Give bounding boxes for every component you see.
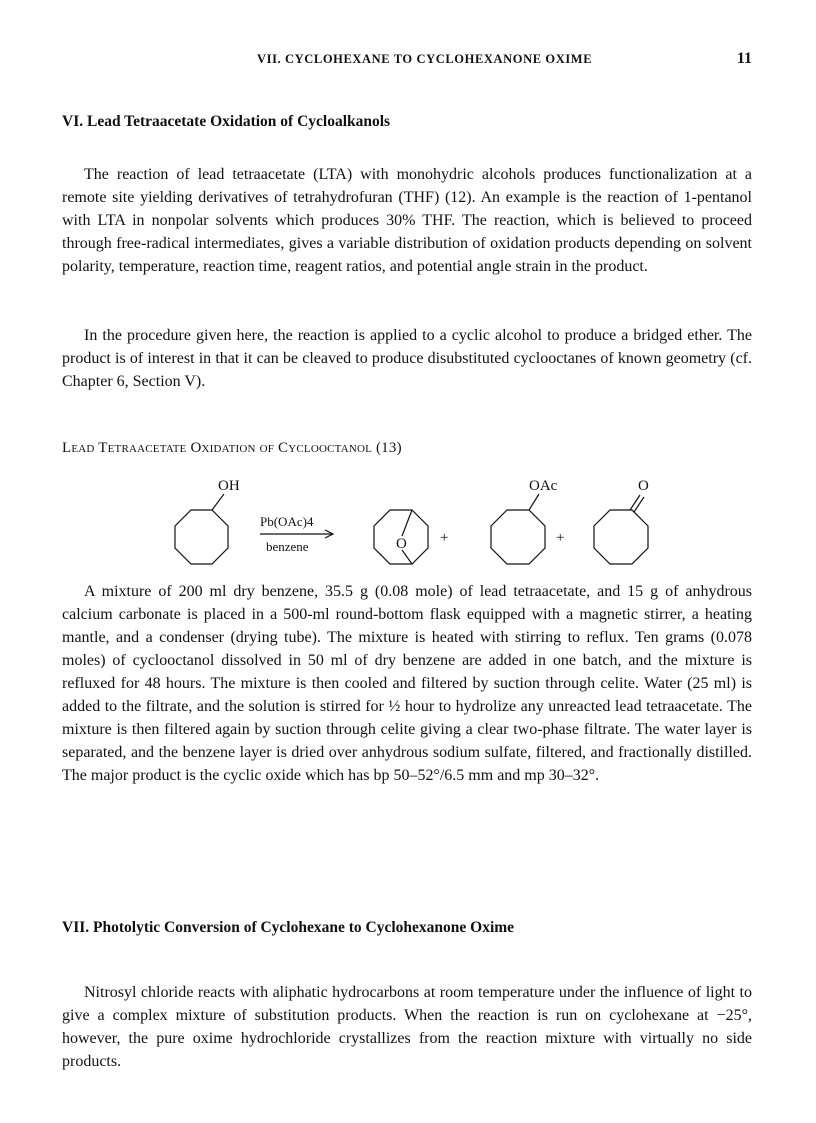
plus-sign-1: + (440, 530, 449, 546)
running-title: VII. CYCLOHEXANE TO CYCLOHEXANONE OXIME (257, 52, 593, 66)
solvent-label: benzene (266, 539, 309, 554)
oac-bond (529, 494, 539, 510)
paragraph-procedure: A mixture of 200 ml dry benzene, 35.5 g (0.08 mole) of lead tetraacetate, and 15 g of anhydrous calcium carbonate is placed in a 500-ml round-bottom flask equipped with a magnetic stirrer, a heating mantle, and a condenser (drying tube). The mixture is heated with stirring to reflux. Ten grams (0.078 moles) of cyclooctanol dissolved in 50 ml of dry benzene are added in one batch, and the mixture is refluxed for 48 hours. The mixture is then cooled and filtered by suction through celite. Water (25 ml) is added to the filtrate, and the solution is stirred for ½ hour to hydrolize any unreacted lead tetraacetate. The mixture is then filtered again by suction through celite giving a clear two-phase filtrate. The water layer is separated, and the benzene layer is dried over anhydrous sodium sulfate, filtered, and fractionally distilled. The major product is the cyclic oxide which has bp 50–52°/6.5 mm and mp 30–32°. (62, 583, 752, 784)
bridge-oxygen-label: O (396, 536, 407, 552)
running-head (62, 52, 752, 72)
cyclooctanone-ring (594, 510, 648, 564)
ketone-oxygen-label: O (638, 478, 649, 494)
cyclooctanol-ring (175, 510, 228, 564)
reaction-scheme (62, 470, 752, 585)
reagent-label: Pb(OAc)4 (260, 514, 314, 529)
paragraph-procedure-intro: In the procedure given here, the reaction is applied to a cyclic alcohol to produce a bridged ether. The product is of interest in that it can be cleaved to produce disubstituted cyclooctanes of known geometry (cf. Chapter 6, Section V). (62, 327, 752, 390)
cyclooctyl-acetate-ring (491, 510, 545, 564)
oac-label: OAc (529, 478, 558, 494)
oh-label: OH (218, 478, 240, 494)
procedure-title: Lead Tetraacetate Oxidation of Cyclooctanol (13) (62, 440, 402, 456)
paragraph-nitrosyl-chloride: Nitrosyl chloride reacts with aliphatic hydrocarbons at room temperature under the influence of light to give a complex mixture of substitution products. When the reaction is run on cyclohexane at −25°, however, the pure oxime hydrochloride crystallizes from the reaction mixture with virtually no side products. (62, 984, 752, 1070)
plus-sign-2: + (556, 530, 565, 546)
section-heading-vi: VI. Lead Tetraacetate Oxidation of Cycloalkanols (62, 113, 391, 130)
section-heading-vii: VII. Photolytic Conversion of Cyclohexane to Cyclohexanone Oxime (62, 919, 515, 936)
reaction-scheme-svg (62, 470, 752, 585)
paragraph-lta-intro: The reaction of lead tetraacetate (LTA) with monohydric alcohols produces functionalization at a remote site yielding derivatives of tetrahydrofuran (THF) (12). An example is the reaction of 1-pentanol with LTA in nonpolar solvents which produces 30% THF. The reaction, which is believed to proceed through free-radical intermediates, gives a variable distribution of oxidation products depending on solvent polarity, temperature, reaction time, reagent ratios, and potential angle strain in the product. (62, 166, 752, 275)
carbonyl-bond-2 (634, 497, 644, 512)
carbonyl-bond-1 (630, 495, 640, 510)
page-number: 11 (736, 50, 752, 67)
oh-bond (212, 494, 224, 510)
